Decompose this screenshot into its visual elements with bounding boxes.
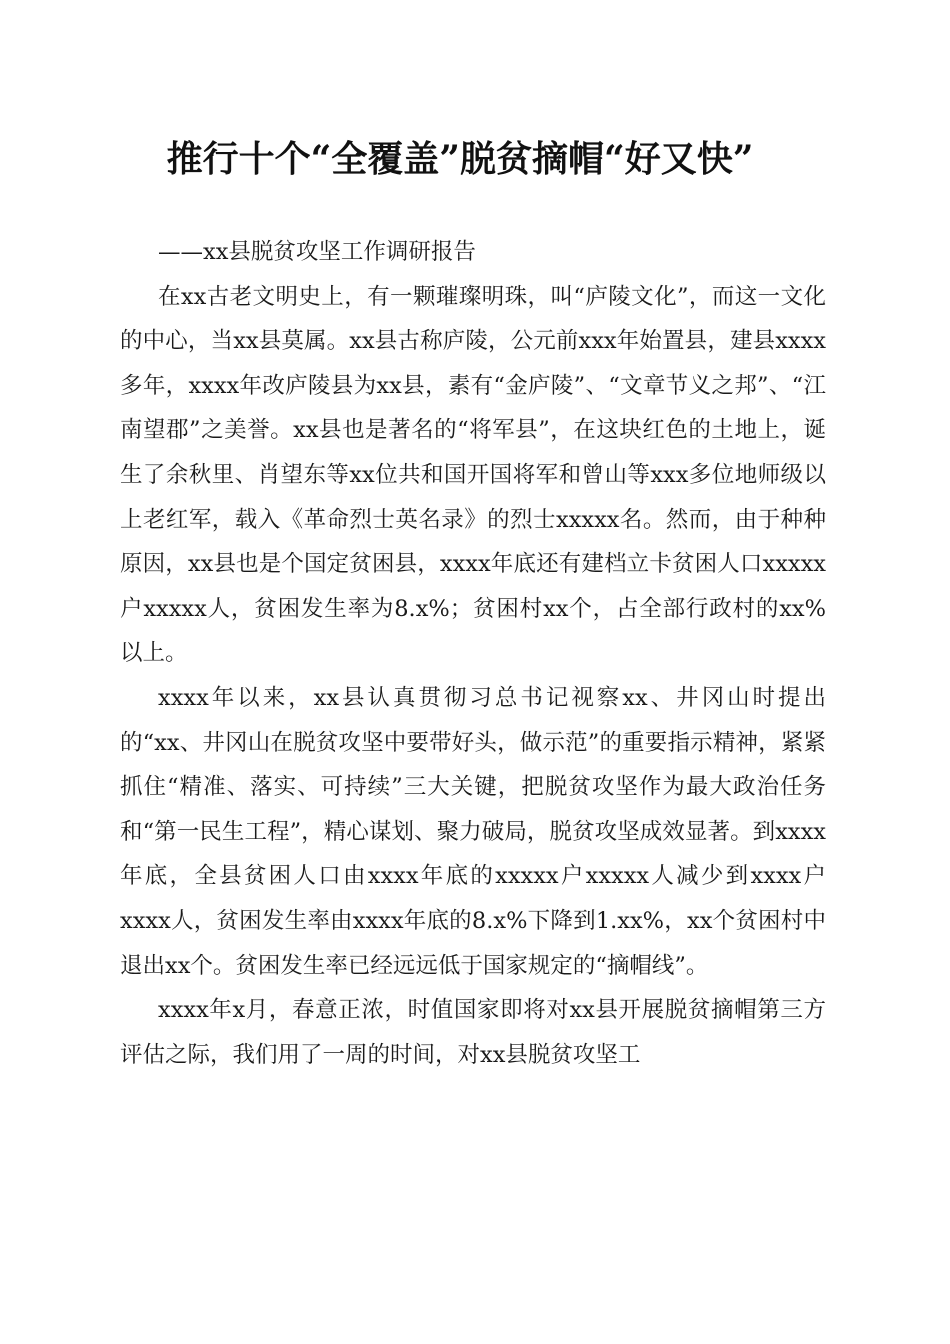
document-body (120, 230, 826, 1077)
paragraph-progress: xxxx年以来，xx县认真贯彻习总书记视察xx、井冈山时提出的“xx、井冈山在脱贫攻坚中要带好头，做示范”的重要指示精神，紧紧抓住“精准、落实、可持续”三大关键，把脱贫攻坚作为最大政治任务和“第一民生工程”，精心谋划、聚力破局，脱贫攻坚成效显著。到xxxx年底，全县贫困人口由xxxx年底的xxxxx户xxxxx人减少到xxxx户xxxx人，贫困发生率由xxxx年底的8.x%下降到1.xx%，xx个贫困村中退出xx个。贫困发生率已经远远低于国家规定的“摘帽线”。 (120, 684, 826, 979)
document-title: 推行十个“全覆盖”脱贫摘帽“好又快” (166, 138, 754, 180)
document-subtitle: ——xx县脱贫攻坚工作调研报告 (158, 239, 476, 265)
paragraph-intro: 在xx古老文明史上，有一颗璀璨明珠，叫“庐陵文化”，而这一文化的中心，当xx县莫属。xx县古称庐陵，公元前xxx年始置县，建县xxxx多年，xxxx年改庐陵县为xx县，素有“金庐陵”、“文章节义之邦”、“江南望郡”之美誉。xx县也是著名的“将军县”，在这块红色的土地上，诞生了余秋里、肖望东等xx位共和国开国将军和曾山等xxx多位地师级以上老红军，载入《革命烈士英名录》的烈士xxxxx名。然而，由于种种原因，xx县也是个国定贫困县，xxxx年底还有建档立卡贫困人口xxxxx户xxxxx人，贫困发生率为8.x%；贫困村xx个，占全部行政村的xx%以上。 (120, 283, 826, 667)
paragraph-research: xxxx年x月，春意正浓，时值国家即将对xx县开展脱贫摘帽第三方评估之际，我们用了一周的时间，对xx县脱贫攻坚工 (120, 997, 826, 1068)
